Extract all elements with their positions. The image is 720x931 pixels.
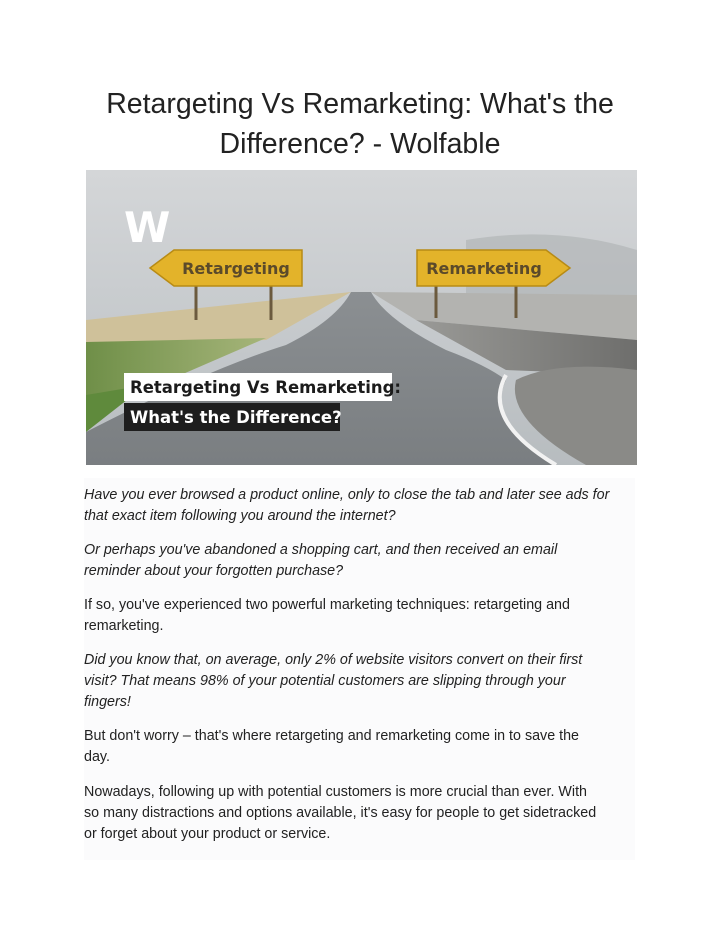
right-sign-label: Remarketing [426,259,542,278]
hero-image [86,170,637,465]
paragraph-line: Or perhaps you've abandoned a shopping cart, and then received an email [84,542,558,558]
article-paragraph-1 [84,485,644,527]
paragraph-line: remarketing. [84,618,164,634]
article-paragraph-6 [84,782,644,845]
paragraph-line: so many distractions and options available, it's easy for people to get sidetracked [84,805,597,821]
page-title [70,84,650,164]
paragraph-line: But don't worry – that's where retargeting and remarketing come in to save the [84,728,579,744]
article-paragraph-4 [84,650,644,713]
caption-line-1: Retargeting Vs Remarketing: [130,378,402,397]
caption-line-2: What's the Difference? [130,408,342,427]
article-paragraph-5 [84,726,644,768]
paragraph-line: Have you ever browsed a product online, only to close the tab and later see ads for [84,487,610,503]
left-sign-label: Retargeting [182,259,290,278]
paragraph-line: fingers! [84,694,131,710]
paragraph-line: reminder about your forgotten purchase? [84,563,344,579]
page-title-text: Retargeting Vs Remarketing: What's the Difference? - Wolfable [106,88,614,160]
paragraph-line: Did you know that, on average, only 2% of website visitors convert on their first [84,652,583,668]
paragraph-line: If so, you've experienced two powerful marketing techniques: retargeting and [84,597,570,613]
article-paragraph-3 [84,595,644,637]
paragraph-line: day. [84,749,110,765]
article-paragraph-2 [84,540,644,582]
paragraph-line: or forget about your product or service. [84,826,331,842]
paragraph-line: Nowadays, following up with potential customers is more crucial than ever. With [84,784,587,800]
paragraph-line: visit? That means 98% of your potential customers are slipping through your [84,673,566,689]
wolfable-logo: W [124,203,171,252]
paragraph-line: that exact item following you around the internet? [84,508,396,524]
